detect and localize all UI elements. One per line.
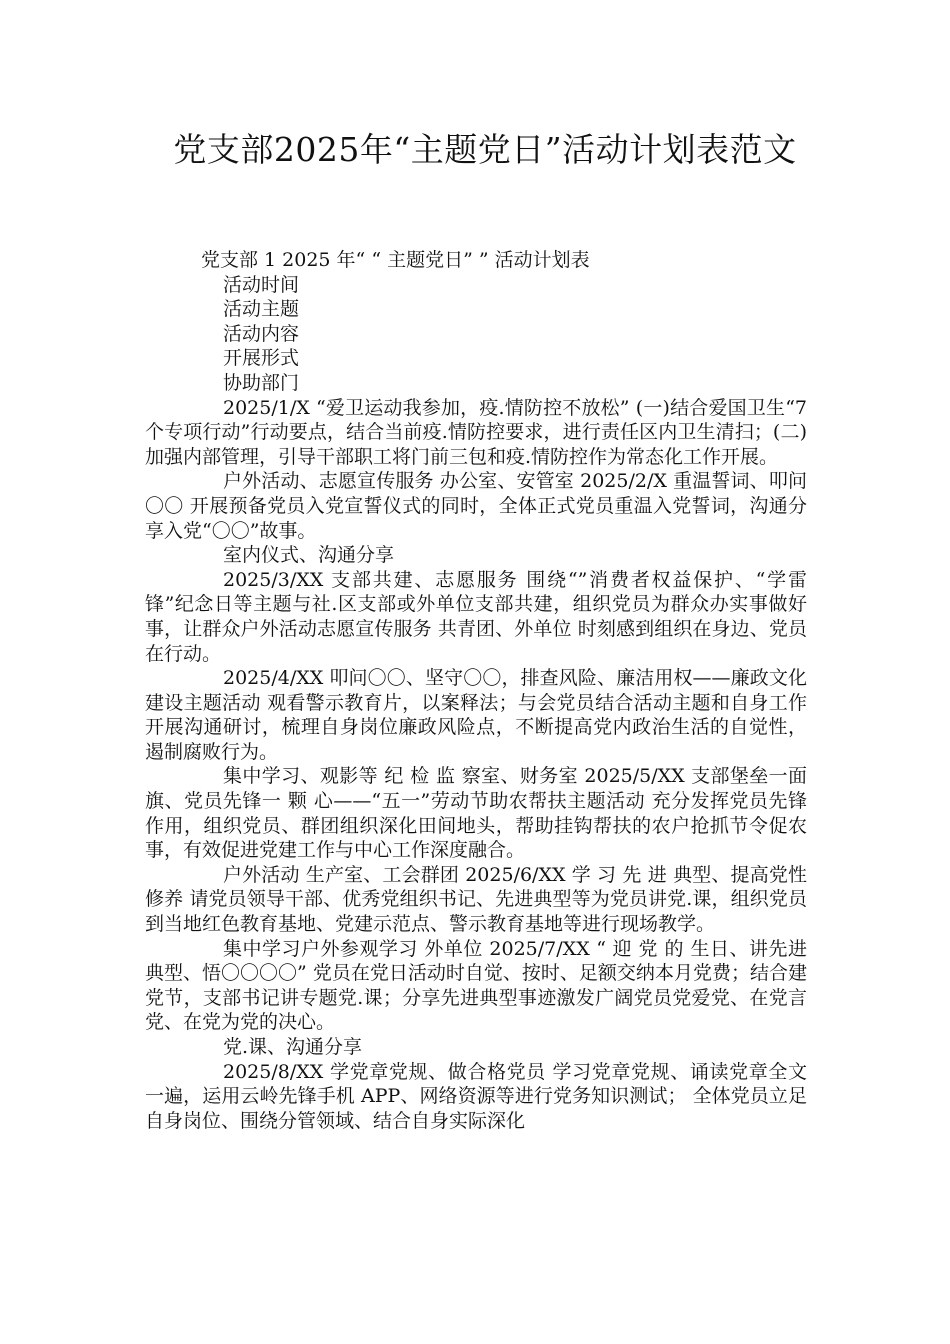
table-subtitle: 党支部 1 2025 年“ “ 主题党日” ” 活动计划表 — [201, 249, 590, 271]
paragraph-january: 2025/1/X “爱卫运动我参加，疫.情防控不放松” (一)结合爱国卫生“7 个专项行动”行动要点，结合当前疫.情防控要求，进行责任区内卫生清扫；(二)加强内部管理，引导干部职工将门前三包和疫.情防控作为常态化工作开展。 — [145, 396, 807, 468]
field-label-department: 协助部门 — [223, 371, 300, 394]
paragraph-april: 2025/4/XX 叩问〇〇、坚守〇〇，排查风险、廉洁用权——廉政文化建设主题活动 观看警示教育片，以案释法；与会党员结合活动主题和自身工作开展沟通研讨，梳理自身岗位廉政风险点，不断提高党内政治生活的自觉性，遏制腐败行为。 — [145, 667, 807, 763]
paragraph-february: 户外活动、志愿宣传服务 办公室、安管室 2025/2/X 重温誓词、叩问〇〇 开展预备党员入党宣誓仪式的同时，全体正式党员重温入党誓词，沟通分享入党“〇〇”故事。 — [145, 470, 807, 542]
paragraph-july-form: 党.课、沟通分享 — [223, 1036, 363, 1058]
document-body — [145, 248, 807, 1133]
field-label-time: 活动时间 — [223, 273, 300, 296]
document-title: 党支部2025年“主题党日”活动计划表范文 — [173, 130, 797, 169]
field-label-content: 活动内容 — [223, 322, 300, 345]
paragraph-june: 户外活动 生产室、工会群团 2025/6/XX 学 习 先 进 典型、提高党性修养 请党员领导干部、优秀党组织书记、先进典型等为党员讲党.课，组织党员到当地红色教育基地、党建示范点、警示教育基地等进行现场教学。 — [145, 863, 807, 936]
paragraph-july: 集中学习户外参观学习 外单位 2025/7/XX “ 迎 党 的 生日、讲先进典型、悟〇〇〇〇” 党员在党日活动时自觉、按时、足额交纳本月党费；结合建党节，支部书记讲专题党.课；分享先进典型事迹激发广阔党员党爱党、在党言党、在党为党的决心。 — [145, 937, 807, 1034]
paragraph-august: 2025/8/XX 学党章党规、做合格党员 学习党章党规、诵读党章全文一遍，运用云岭先锋手机 APP、网络资源等进行党务知识测试； 全体党员立足自身岗位、围绕分管领域、结合自身实际深化 — [145, 1060, 807, 1132]
paragraph-march: 2025/3/XX 支部共建、志愿服务 围绕“”消费者权益保护、“学雷锋”纪念日等主题与社.区支部或外单位支部共建，组织党员为群众办实事做好事，让群众户外活动志愿宣传服务 共青团、外单位 时刻感到组织在身边、党员在行动。 — [145, 568, 807, 665]
paragraph-february-form: 室内仪式、沟通分享 — [223, 544, 395, 567]
field-label-theme: 活动主题 — [223, 298, 300, 321]
field-label-form: 开展形式 — [223, 347, 300, 370]
paragraph-may: 集中学习、观影等 纪 检 监 察室、财务室 2025/5/XX 支部堡垒一面旗、党员先锋一 颗 心——“五一”劳动节助农帮扶主题活动 充分发挥党员先锋作用，组织党员、群团组织深化田间地头，帮助挂钩帮扶的农户抢抓节令促农事，有效促进党建工作与中心工作深度融合。 — [145, 765, 807, 862]
